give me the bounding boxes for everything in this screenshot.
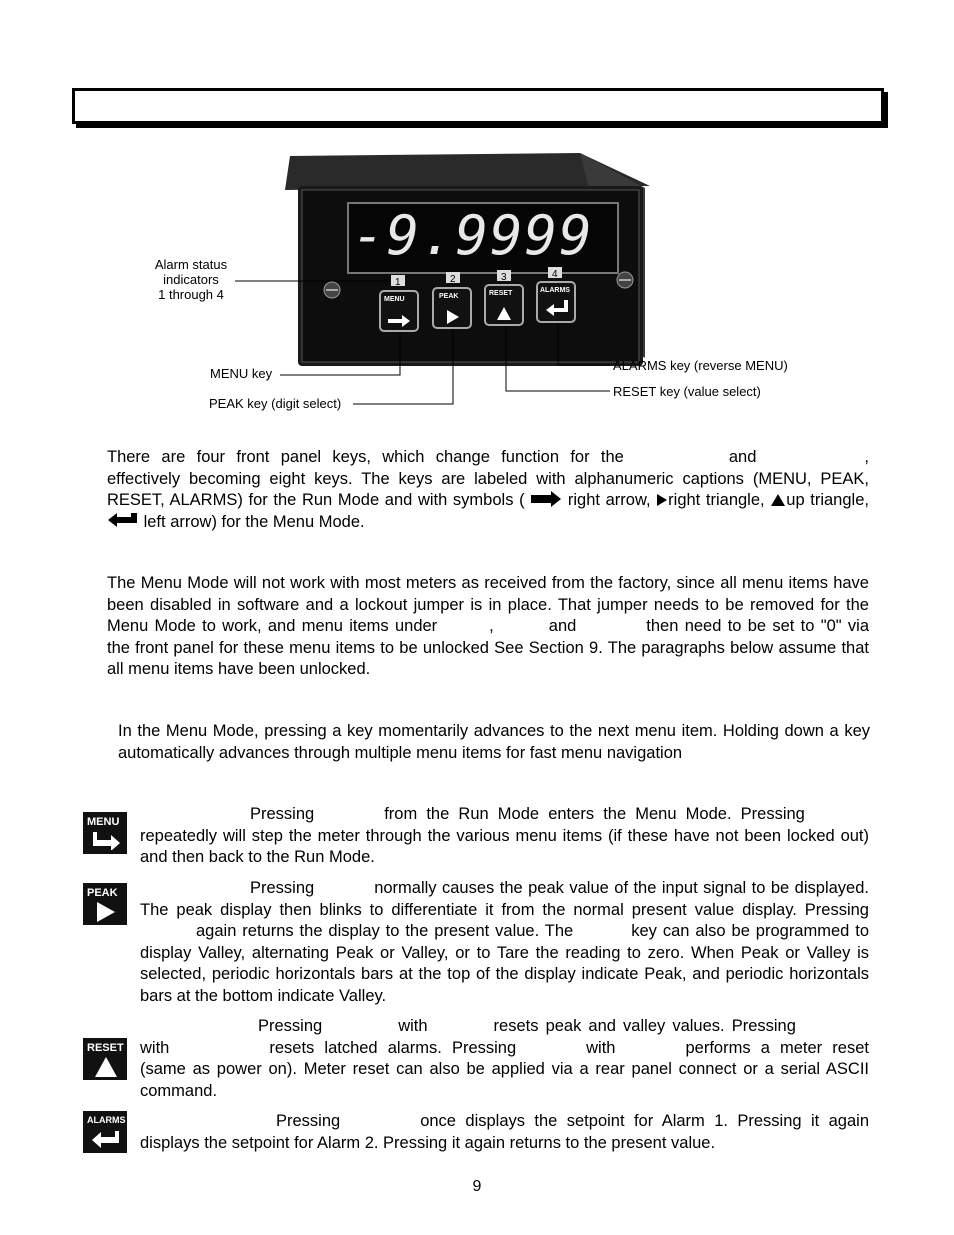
callout-menu-key: MENU key [210,366,273,381]
callout-peak-key: PEAK key (digit select) [209,396,342,411]
indicator-4: 4 [552,269,558,280]
indicator-2: 2 [450,274,456,285]
alarms-key-icon: ALARMS [83,1111,127,1153]
paragraph-reset-key: Pressing with resets peak and valley values. Pressing with resets latched alarms. Pressing with performs a meter reset (same as power on). Meter reset can also be applied via a rear panel connect or a serial ASCII command. [140,1017,869,1100]
callout-reset-key: RESET key (value select) [613,384,761,399]
peak-key-icon: PEAK [83,883,127,925]
left-arrow-icon [107,513,139,529]
key-caption-alarms: ALARMS [540,287,570,294]
paragraph-peak-key: Pressing normally causes the peak value of the input signal to be displayed. The peak display then blinks to differentiate it from the normal present value display. Pressingagain returns the display to the present value. The key can also be programmed to display Valley, alternating Peak or Valley, or to Tare the reading to zero. When Peak or Valley is selected, periodic horizontals bars at the top of the display indicate Peak, and periodic horizontals bars at the bottom indicate Valley. [140,879,870,1005]
right-arrow-icon [530,491,562,507]
reset-key-icon: RESET [83,1038,127,1080]
callout-alarms-key: ALARMS key (reverse MENU) [613,358,788,373]
paragraph-menu-key: Pressing from the Run Mode enters the Menu Mode. Pressing repeatedly will step the meter through the various menu items (if these have not been locked out) and then back to the Run Mode. [140,805,869,866]
key-caption-menu: MENU [384,296,405,303]
up-triangle-icon [770,493,786,507]
callout-alarm-status: Alarm status indicators 1 through 4 [154,257,228,302]
paragraph-front-panel-keys: There are four front panel keys, which change function for the and , effectively becoming eight keys. The keys are labeled with alphanumeric captions (MENU, PEAK, RESET, ALARMS) for the Run Mode and with symbols ( right arrow, right triangle, up triangle, left arrow) for the Menu Mode. [107,448,869,531]
section-title-box [72,88,884,124]
paragraph-alarms-key: Pressing once displays the setpoint for Alarm 1. Pressing it again displays the setpoint for Alarm 2. Pressing it again returns to the present value. [140,1112,869,1152]
key-caption-peak: PEAK [439,293,459,300]
indicator-1: 1 [395,277,401,288]
paragraph-menu-navigation: In the Menu Mode, pressing a key momentarily advances to the next menu item. Holding down a key automatically advances through multiple menu items for fast menu navigation [118,722,870,762]
key-caption-reset: RESET [489,290,513,297]
paragraph-lockout: The Menu Mode will not work with most meters as received from the factory, since all menu items have been disabled in software and a lockout jumper is in place. That jumper needs to be removed for the Menu Mode to work, and menu items under , and then need to be set to "0" via the front panel for these menu items to be unlocked See Section 9. The paragraphs below assume that all menu items have been unlocked. [107,574,869,678]
menu-key-icon: MENU [83,812,127,854]
page-number: 9 [472,1178,482,1195]
meter-display: -9.9999 [352,204,594,267]
right-triangle-icon [656,493,668,507]
indicator-3: 3 [501,272,507,283]
